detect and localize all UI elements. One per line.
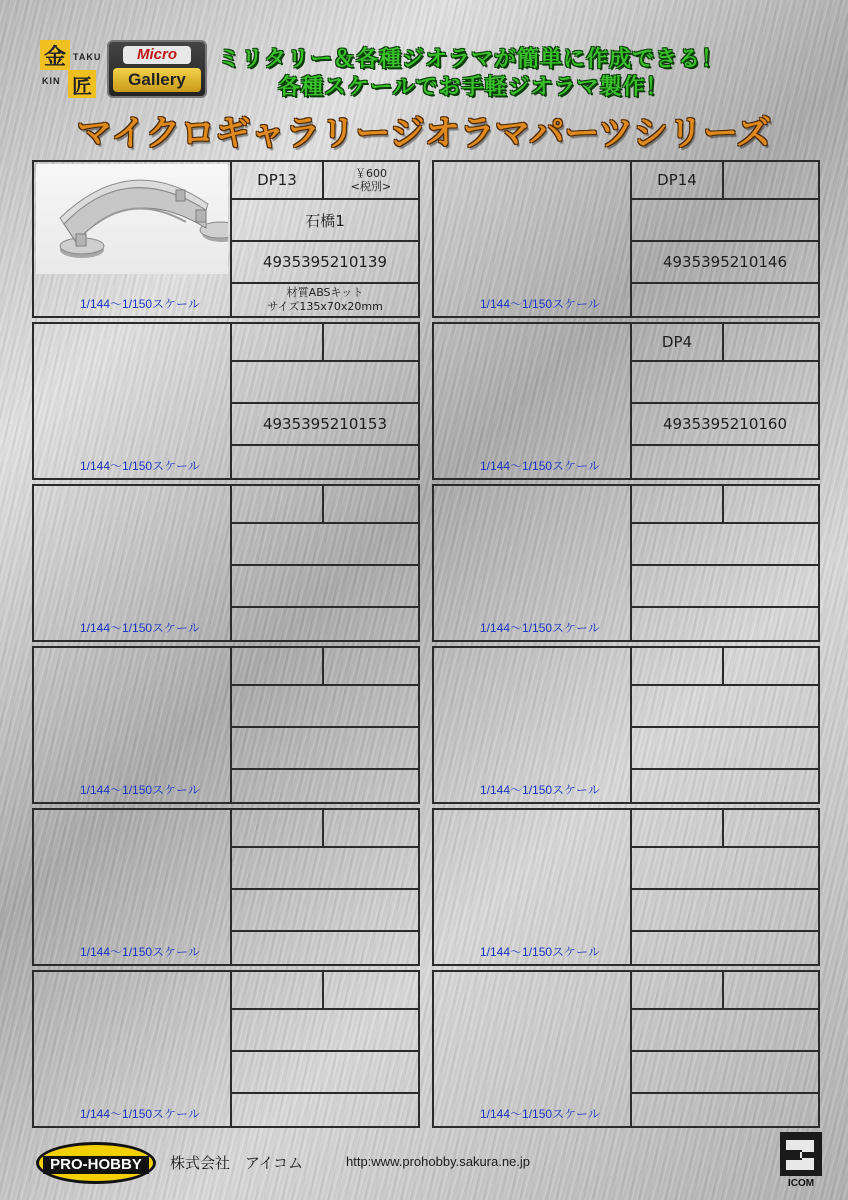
product-image-area	[434, 648, 632, 802]
jan-code	[232, 728, 418, 770]
product-image-area	[34, 486, 232, 640]
code-price-row	[632, 324, 818, 362]
scale-label: 1/144～1/150スケール	[480, 1107, 600, 1121]
tagline-1: ミリタリー＆各種ジオラマが簡単に作成できる！	[218, 47, 725, 72]
spec-cell	[632, 446, 818, 478]
product-card-dp14	[432, 160, 820, 318]
icom-logo-text: ICOM	[787, 1178, 815, 1188]
product-info	[232, 324, 418, 478]
product-info	[232, 972, 418, 1126]
jan-code	[632, 566, 818, 608]
scale-label: 1/144～1/150スケール	[480, 945, 600, 959]
scale-label: 1/144～1/150スケール	[80, 621, 200, 635]
spec-cell	[632, 284, 818, 316]
product-image-area	[34, 810, 232, 964]
price-cell	[724, 648, 818, 684]
product-info	[232, 648, 418, 802]
product-code	[632, 648, 724, 684]
price-cell	[724, 162, 818, 198]
product-code	[632, 972, 724, 1008]
code-price-row	[232, 162, 418, 200]
code-price-row	[632, 486, 818, 524]
product-image-area	[434, 486, 632, 640]
jan-code: 4935395210139	[232, 242, 418, 284]
product-image-area	[34, 972, 232, 1126]
product-card	[432, 808, 820, 966]
product-image-area	[34, 324, 232, 478]
price-value: ￥600	[355, 167, 387, 180]
product-card-dp13	[32, 160, 420, 318]
jan-code	[632, 728, 818, 770]
code-price-row	[232, 972, 418, 1010]
jan-code: 4935395210153	[232, 404, 418, 446]
product-code: DP13	[232, 162, 324, 198]
spec-cell	[632, 608, 818, 640]
jan-code: 4935395210160	[632, 404, 818, 446]
scale-label: 1/144～1/150スケール	[80, 783, 200, 797]
product-card	[32, 970, 420, 1128]
price-cell	[724, 810, 818, 846]
product-info	[232, 810, 418, 964]
pro-hobby-logo	[36, 1142, 156, 1184]
jan-code	[232, 1052, 418, 1094]
spec-cell	[232, 608, 418, 640]
product-card	[432, 970, 820, 1128]
price-cell	[724, 486, 818, 522]
product-name	[632, 200, 818, 242]
product-name	[632, 524, 818, 566]
icom-logo-icon	[780, 1132, 822, 1188]
scale-label: 1/144～1/150スケール	[80, 945, 200, 959]
code-price-row	[232, 486, 418, 524]
jan-code: 4935395210146	[632, 242, 818, 284]
material-spec: 材質ABSキット	[286, 286, 364, 299]
stone-bridge-photo	[36, 164, 228, 274]
jan-code	[232, 890, 418, 932]
product-image-area	[434, 972, 632, 1126]
product-name	[632, 686, 818, 728]
code-price-row	[632, 972, 818, 1010]
tagline-2: 各種スケールでお手軽ジオラマ製作！	[278, 75, 669, 100]
pro-hobby-logo-text: PRO-HOBBY	[43, 1156, 149, 1174]
price-cell	[324, 486, 418, 522]
product-name	[632, 1010, 818, 1052]
code-price-row	[632, 162, 818, 200]
product-image-area	[434, 810, 632, 964]
code-price-row	[232, 810, 418, 848]
product-name	[232, 524, 418, 566]
stone-bridge-illustration	[36, 164, 228, 274]
tax-note: <税別>	[350, 180, 392, 193]
product-code	[232, 324, 324, 360]
product-code	[232, 486, 324, 522]
price-cell	[324, 972, 418, 1008]
spec-cell	[632, 1094, 818, 1126]
product-name	[232, 686, 418, 728]
price-cell	[324, 324, 418, 360]
product-name	[632, 362, 818, 404]
jan-code	[632, 1052, 818, 1094]
product-code	[632, 486, 724, 522]
price-cell	[324, 810, 418, 846]
icom-logo	[780, 1132, 822, 1188]
kin-taku-logo	[40, 40, 102, 98]
spec-cell	[232, 932, 418, 964]
product-card	[32, 322, 420, 480]
product-image-area	[434, 324, 632, 478]
series-title: マイクロギャラリージオラマパーツシリーズ	[76, 114, 772, 154]
product-image-area	[34, 162, 232, 316]
product-card	[432, 646, 820, 804]
price-cell	[324, 648, 418, 684]
spec-cell	[232, 770, 418, 802]
product-name	[232, 362, 418, 404]
size-spec: サイズ135x70x20mm	[267, 300, 383, 313]
code-price-row	[632, 648, 818, 686]
product-card	[32, 646, 420, 804]
product-code	[232, 972, 324, 1008]
product-info	[632, 648, 818, 802]
scale-label: 1/144～1/150スケール	[80, 1107, 200, 1121]
product-card	[432, 484, 820, 642]
product-code	[232, 648, 324, 684]
price-cell	[724, 972, 818, 1008]
kin-char: 金	[40, 40, 70, 70]
product-info	[232, 486, 418, 640]
product-card	[32, 484, 420, 642]
micro-gallery-logo	[107, 40, 207, 98]
spec-cell	[632, 932, 818, 964]
product-code: DP14	[632, 162, 724, 198]
product-info	[632, 324, 818, 478]
kin-label: KIN	[42, 76, 61, 86]
product-info	[632, 486, 818, 640]
spec-cell	[232, 284, 418, 316]
product-info	[232, 162, 418, 316]
price-cell	[324, 162, 418, 198]
scale-label: 1/144～1/150スケール	[80, 459, 200, 473]
product-image-area	[434, 162, 632, 316]
product-code: DP4	[632, 324, 724, 360]
code-price-row	[232, 648, 418, 686]
code-price-row	[232, 324, 418, 362]
product-name	[632, 848, 818, 890]
jan-code	[232, 566, 418, 608]
product-name	[232, 1010, 418, 1052]
gallery-logo-text: Gallery	[113, 68, 201, 92]
spec-cell	[232, 1094, 418, 1126]
spec-cell	[232, 446, 418, 478]
jan-code	[632, 890, 818, 932]
micro-logo-text: Micro	[123, 46, 191, 64]
scale-label: 1/144～1/150スケール	[480, 459, 600, 473]
website-url[interactable]: http:www.prohobby.sakura.ne.jp	[346, 1154, 531, 1169]
product-name: 石橋1	[232, 200, 418, 242]
taku-label: TAKU	[73, 52, 102, 62]
company-name: 株式会社 アイコム	[170, 1154, 304, 1172]
price-cell	[724, 324, 818, 360]
takumi-char: 匠	[68, 70, 96, 98]
product-info	[632, 810, 818, 964]
product-card	[32, 808, 420, 966]
scale-label: 1/144～1/150スケール	[480, 783, 600, 797]
code-price-row	[632, 810, 818, 848]
product-name	[232, 848, 418, 890]
product-code	[232, 810, 324, 846]
product-card-dp4	[432, 322, 820, 480]
product-info	[632, 972, 818, 1126]
product-info	[632, 162, 818, 316]
product-image-area	[34, 648, 232, 802]
scale-label: 1/144～1/150スケール	[80, 297, 200, 311]
scale-label: 1/144～1/150スケール	[480, 297, 600, 311]
scale-label: 1/144～1/150スケール	[480, 621, 600, 635]
spec-cell	[632, 770, 818, 802]
product-code	[632, 810, 724, 846]
